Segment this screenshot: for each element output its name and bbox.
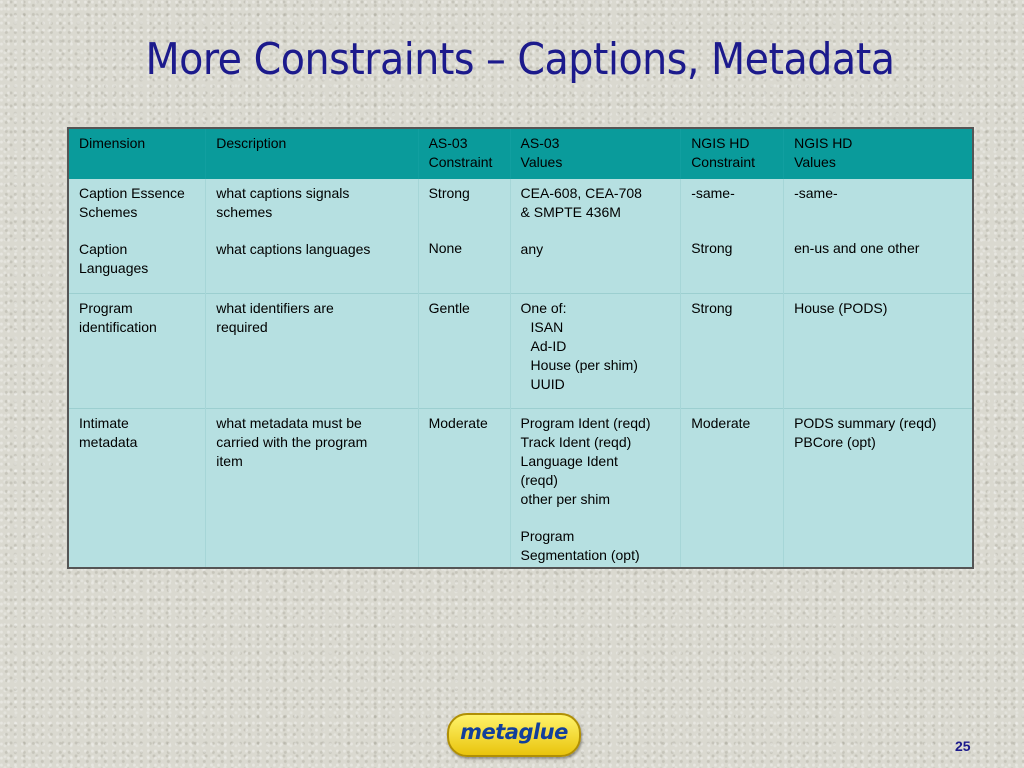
- header-line: Values: [794, 154, 836, 170]
- cell-line: Languages: [79, 260, 149, 276]
- page-number: 25: [955, 738, 971, 754]
- header-line: Values: [520, 154, 563, 170]
- table-cell: [418, 179, 510, 293]
- cell-line: Program: [79, 299, 133, 316]
- cell-line: One of:: [520, 299, 567, 316]
- table-cell: [206, 293, 418, 408]
- cell-line: (reqd): [520, 471, 558, 488]
- table-cell: [510, 293, 681, 408]
- cell-line: PODS summary (reqd): [794, 414, 937, 431]
- table-header-row: [68, 128, 973, 179]
- cell-spacer: [521, 222, 671, 240]
- header-line: NGIS HD: [794, 135, 853, 151]
- table-cell: [681, 408, 784, 568]
- table-cell: [681, 293, 784, 408]
- table-row: [68, 293, 973, 408]
- cell-line: carried with the program: [216, 433, 368, 450]
- cell-line: CEA-608, CEA-708: [520, 185, 642, 201]
- cell-line: -same-: [691, 185, 735, 201]
- table-cell: [418, 293, 510, 408]
- header-line: AS-03: [428, 135, 468, 151]
- slide-title: More Constraints – Captions, Metadata: [145, 34, 895, 85]
- cell-spacer: [216, 222, 407, 240]
- cell-line: what captions signals: [216, 185, 350, 201]
- cell-line: None: [428, 240, 463, 256]
- cell-line: House (per shim): [530, 356, 638, 373]
- header-ngis-constraint: [681, 128, 784, 179]
- cell-line: what captions languages: [216, 241, 371, 257]
- table-cell: [68, 293, 206, 408]
- table-cell: [206, 408, 418, 568]
- cell-line: identification: [79, 318, 157, 335]
- cell-line: Strong: [691, 299, 733, 316]
- header-as03-values: [510, 128, 681, 179]
- cell-line: Program: [520, 527, 575, 544]
- metaglue-logo: [447, 713, 581, 757]
- table-cell: [68, 408, 206, 568]
- cell-line: Caption Essence: [79, 185, 185, 201]
- cell-line: metadata: [79, 433, 138, 450]
- header-line: Description: [216, 135, 287, 151]
- header-ngis-values: [784, 128, 973, 179]
- cell-line: Ad-ID: [530, 337, 567, 354]
- header-line: NGIS HD: [691, 135, 750, 151]
- header-as03-constraint: [418, 128, 510, 179]
- cell-line: Strong: [428, 185, 470, 201]
- cell-line: other per shim: [520, 490, 611, 507]
- cell-line: Segmentation (opt): [520, 546, 640, 563]
- header-line: Constraint: [691, 154, 755, 170]
- cell-line: -same-: [794, 185, 838, 201]
- table-cell: [510, 179, 681, 293]
- cell-line: & SMPTE 436M: [520, 204, 621, 220]
- cell-line: UUID: [530, 375, 565, 392]
- cell-spacer: [794, 221, 962, 239]
- cell-line: ISAN: [530, 318, 564, 335]
- cell-spacer: [429, 221, 500, 239]
- cell-line: Intimate: [79, 414, 129, 431]
- table-cell: [510, 408, 681, 568]
- cell-line: what metadata must be: [216, 414, 362, 431]
- header-line: Constraint: [428, 154, 493, 170]
- table-cell: [784, 179, 973, 293]
- cell-line: Moderate: [428, 414, 488, 431]
- cell-spacer: [691, 221, 773, 239]
- header-description: [206, 128, 418, 179]
- table-cell: [784, 408, 973, 568]
- cell-line: Moderate: [691, 414, 751, 431]
- cell-line: Strong: [691, 240, 733, 256]
- cell-spacer: [794, 203, 962, 221]
- cell-line: required: [216, 318, 268, 335]
- cell-line: Program Ident (reqd): [520, 414, 651, 431]
- table-row: [68, 179, 973, 293]
- table-cell: [784, 293, 973, 408]
- table-cell: [68, 179, 206, 293]
- cell-line: en-us and one other: [794, 240, 920, 256]
- cell-spacer: [521, 509, 671, 527]
- cell-spacer: [691, 203, 773, 221]
- cell-line: item: [216, 452, 243, 469]
- cell-spacer: [429, 203, 500, 221]
- cell-line: House (PODS): [794, 299, 888, 316]
- cell-line: Schemes: [79, 204, 138, 220]
- header-dimension: [68, 128, 206, 179]
- cell-line: any: [520, 241, 544, 257]
- table-cell: [681, 179, 784, 293]
- logo-wordmark: metaglue: [460, 720, 568, 744]
- table-row: [68, 408, 973, 568]
- cell-line: schemes: [216, 204, 273, 220]
- table-cell: [418, 408, 510, 568]
- constraints-table: [67, 127, 974, 569]
- header-line: AS-03: [520, 135, 560, 151]
- header-line: Dimension: [79, 135, 146, 151]
- cell-line: what identifiers are: [216, 299, 334, 316]
- cell-line: Track Ident (reqd): [520, 433, 632, 450]
- cell-spacer: [79, 222, 195, 240]
- cell-line: PBCore (opt): [794, 433, 876, 450]
- cell-line: Gentle: [428, 299, 470, 316]
- table-cell: [206, 179, 418, 293]
- cell-line: Language Ident: [520, 452, 618, 469]
- cell-line: Caption: [79, 241, 128, 257]
